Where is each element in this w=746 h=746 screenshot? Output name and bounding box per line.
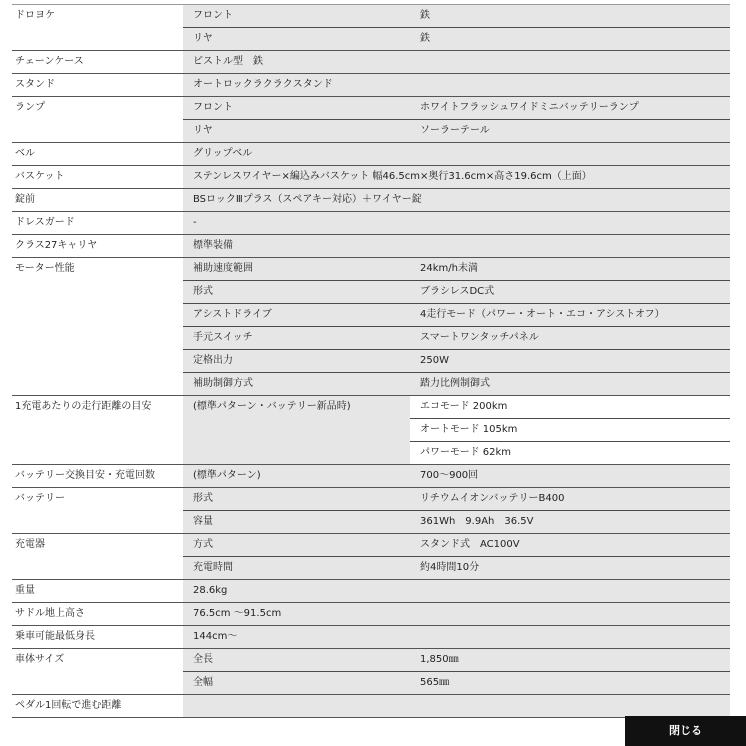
spec-value-primary: リヤ xyxy=(193,125,213,136)
spec-sub-row xyxy=(183,672,730,694)
spec-value-primary: 全幅 xyxy=(193,677,213,688)
spec-sub-row xyxy=(183,511,730,533)
spec-value-primary: アシストドライブ xyxy=(193,309,272,320)
spec-value-primary: グリップベル xyxy=(193,148,253,159)
spec-label: サドル地上高さ xyxy=(15,608,85,619)
spec-sub-row xyxy=(183,51,730,73)
spec-value-secondary: 1,850㎜ xyxy=(420,654,459,665)
spec-sub-row xyxy=(183,28,730,50)
spec-value-secondary: ブラシレスDC式 xyxy=(420,286,495,297)
spec-sub-row xyxy=(183,212,730,234)
spec-values xyxy=(183,74,730,96)
spec-row xyxy=(12,5,730,51)
spec-sub-row xyxy=(183,580,730,602)
spec-row xyxy=(12,74,730,97)
spec-label: ランプ xyxy=(15,102,45,113)
spec-value-secondary: 鉄 xyxy=(420,10,430,21)
spec-value-primary: 容量 xyxy=(193,516,213,527)
spec-sub-row xyxy=(183,166,730,188)
spec-sub-row xyxy=(183,488,730,511)
spec-sub-row xyxy=(183,304,730,327)
spec-sub-row xyxy=(183,189,730,211)
spec-value-primary: 形式 xyxy=(193,493,213,504)
spec-value-primary: フロント xyxy=(193,10,233,21)
spec-values xyxy=(183,51,730,73)
spec-line: パワーモード 62km xyxy=(410,442,730,464)
spec-value-primary: 手元スイッチ xyxy=(193,332,253,343)
spec-values xyxy=(183,649,730,694)
spec-value-secondary: 250W xyxy=(420,355,449,366)
spec-value-primary: 定格出力 xyxy=(193,355,233,366)
spec-value-primary: ステンレスワイヤー×編込みバスケット 幅46.5cm×奥行31.6cm×高さ19.6cm（上面） xyxy=(193,171,592,182)
spec-row xyxy=(12,465,730,488)
spec-sub-row xyxy=(183,626,730,648)
spec-sub-row xyxy=(183,327,730,350)
spec-label: モーター性能 xyxy=(15,263,75,274)
spec-sub-row xyxy=(183,5,730,28)
spec-value-secondary: 565㎜ xyxy=(420,677,450,688)
spec-multi-value xyxy=(183,396,730,464)
spec-label: ドロヨケ xyxy=(15,10,55,21)
spec-label: バスケット xyxy=(15,171,65,182)
spec-row xyxy=(12,143,730,166)
spec-row xyxy=(12,534,730,580)
spec-value-primary: 標準装備 xyxy=(193,240,233,251)
spec-table xyxy=(12,4,730,718)
spec-value-secondary: 361Wh 9.9Ah 36.5V xyxy=(420,516,534,527)
spec-value-secondary: スマートワンタッチパネル xyxy=(420,332,539,343)
spec-label: チェーンケース xyxy=(15,56,84,67)
spec-sub-row xyxy=(183,120,730,142)
spec-value-secondary: 24km/h未満 xyxy=(420,263,478,274)
spec-label: バッテリー交換目安・充電回数 xyxy=(15,470,155,481)
spec-row xyxy=(12,166,730,189)
spec-value-secondary: 700〜900回 xyxy=(420,470,479,481)
spec-values xyxy=(183,488,730,533)
spec-value-secondary: リチウムイオンバッテリーB400 xyxy=(420,493,565,504)
spec-label: クラス27キャリヤ xyxy=(15,240,98,251)
spec-values xyxy=(183,603,730,625)
spec-sub-row xyxy=(183,281,730,304)
spec-value-primary: ピストル型 鉄 xyxy=(193,56,263,67)
spec-sub-row xyxy=(183,603,730,625)
spec-value-primary: 方式 xyxy=(193,539,213,550)
spec-value-secondary: 鉄 xyxy=(420,33,430,44)
spec-value-primary: 補助速度範囲 xyxy=(193,263,253,274)
spec-values xyxy=(183,143,730,165)
spec-label: バッテリー xyxy=(15,493,65,504)
spec-sub-row xyxy=(183,534,730,557)
spec-label: 錠前 xyxy=(15,194,35,205)
spec-values xyxy=(183,626,730,648)
spec-sub-row xyxy=(183,465,730,487)
spec-value-secondary: 4走行モード（パワー・オート・エコ・アシストオフ） xyxy=(420,309,665,320)
spec-values xyxy=(183,396,730,464)
spec-value-secondary: ホワイトフラッシュワイドミニバッテリーランプ xyxy=(420,102,639,113)
spec-values xyxy=(183,534,730,579)
spec-values xyxy=(183,189,730,211)
spec-value-primary: 全長 xyxy=(193,654,213,665)
spec-row xyxy=(12,603,730,626)
spec-label: 1充電あたりの走行距離の目安 xyxy=(15,401,152,412)
spec-value-primary: オートロックラクラクスタンド xyxy=(193,79,333,90)
spec-row xyxy=(12,396,730,465)
spec-sub-row xyxy=(183,74,730,96)
spec-sub-row xyxy=(183,258,730,281)
spec-row xyxy=(12,51,730,74)
spec-sub-row xyxy=(183,373,730,395)
spec-value-secondary: 踏力比例制御式 xyxy=(420,378,490,389)
spec-values xyxy=(183,212,730,234)
spec-label: ペダル1回転で進む距離 xyxy=(15,700,122,711)
spec-label: ベル xyxy=(15,148,35,159)
spec-values xyxy=(183,5,730,50)
spec-value-primary: 充電時間 xyxy=(193,562,233,573)
spec-values xyxy=(183,166,730,188)
spec-value-secondary: ソーラーテール xyxy=(420,125,490,136)
close-button[interactable]: 閉じる xyxy=(625,716,746,746)
spec-value-secondary: スタンド式 AC100V xyxy=(420,539,520,550)
spec-value-primary: 76.5cm 〜91.5cm xyxy=(193,608,282,619)
spec-line: オートモード 105km xyxy=(410,419,730,442)
spec-sub-row xyxy=(183,97,730,120)
spec-values xyxy=(183,97,730,142)
spec-value-primary: BSロックⅢプラス（スペアキー対応）＋ワイヤー錠 xyxy=(193,194,422,205)
spec-value-primary: 144cm〜 xyxy=(193,631,238,642)
spec-row xyxy=(12,189,730,212)
spec-values xyxy=(183,580,730,602)
spec-sub-row xyxy=(183,143,730,165)
spec-row xyxy=(12,649,730,695)
spec-row xyxy=(12,212,730,235)
spec-line: エコモード 200km xyxy=(410,396,730,419)
spec-label: 車体サイズ xyxy=(15,654,65,665)
spec-sub-label: (標準パターン・バッテリー新品時) xyxy=(193,401,351,412)
spec-label: ドレスガード xyxy=(15,217,75,228)
spec-value-primary: リヤ xyxy=(193,33,213,44)
spec-label: スタンド xyxy=(15,79,55,90)
spec-value-primary: 補助制御方式 xyxy=(193,378,253,389)
spec-value-primary: 形式 xyxy=(193,286,213,297)
spec-row xyxy=(12,235,730,258)
spec-sub-row xyxy=(183,649,730,672)
spec-values xyxy=(183,235,730,257)
spec-row xyxy=(12,258,730,396)
spec-row xyxy=(12,626,730,649)
spec-value-secondary: 約4時間10分 xyxy=(420,562,480,573)
spec-row xyxy=(12,488,730,534)
spec-value-primary: 28.6kg xyxy=(193,585,228,596)
spec-sub-row xyxy=(183,557,730,579)
spec-sub-row xyxy=(183,235,730,257)
spec-values xyxy=(183,258,730,395)
spec-values xyxy=(183,465,730,487)
spec-label: 乗車可能最低身長 xyxy=(15,631,95,642)
spec-row xyxy=(12,97,730,143)
spec-row xyxy=(12,580,730,603)
spec-sub-row xyxy=(183,695,730,717)
spec-label: 充電器 xyxy=(15,539,45,550)
spec-row xyxy=(12,695,730,718)
spec-value-primary: フロント xyxy=(193,102,233,113)
spec-label: 重量 xyxy=(15,585,35,596)
spec-sub-row xyxy=(183,350,730,373)
spec-values xyxy=(183,695,730,717)
spec-value-primary: - xyxy=(193,217,197,228)
spec-value-primary: (標準パターン) xyxy=(193,470,261,481)
